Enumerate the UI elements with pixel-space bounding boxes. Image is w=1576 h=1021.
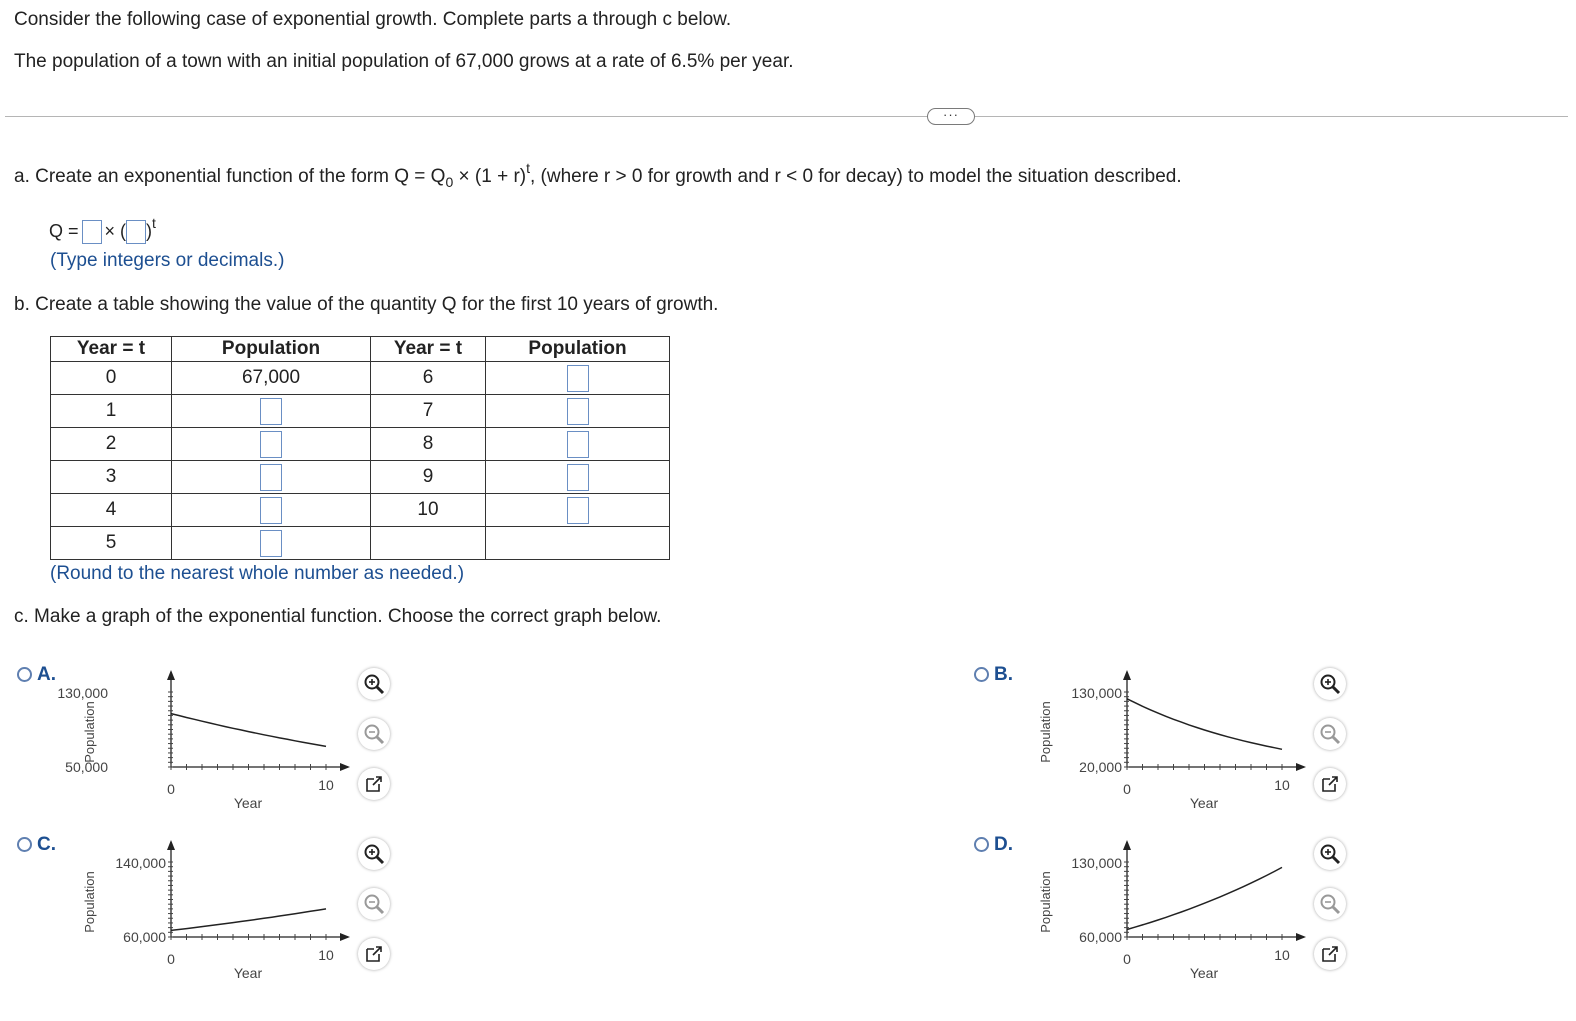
zoom-out-icon [1319, 723, 1341, 745]
radio-option-d[interactable] [974, 837, 989, 852]
graph-a-curve [171, 714, 326, 747]
part-b-hint: (Round to the nearest whole number as needed.) [50, 563, 465, 584]
equation-row: Q = × ( )$^t$ [49, 220, 156, 244]
graph-c-axes [167, 840, 350, 941]
header-year-2: Year = t [371, 337, 486, 362]
zoom-in-icon [363, 843, 385, 865]
zoom-in-button-c[interactable] [358, 838, 390, 870]
graph-d-ylabel: Population [1038, 871, 1053, 933]
option-d-label[interactable]: D. [994, 834, 1013, 855]
graph-c-ylabel: Population [82, 871, 97, 933]
year-cell: 3 [51, 461, 172, 494]
table-row [51, 461, 670, 494]
part-a-prompt: a. Create an exponential function of the form $Q = Q_0 \times (1 + r)^t$, (where r > 0 for growth and r < 0 for decay) to model the situation described. [14, 160, 1182, 190]
option-c-label[interactable]: C. [37, 834, 56, 855]
y-axis-arrow [167, 670, 175, 680]
graph-a-axes [167, 670, 350, 771]
graph-b-xmin-label: 0 [1123, 781, 1131, 797]
graph-d [1016, 830, 1316, 990]
open-graph-button-c[interactable] [358, 938, 390, 970]
part-c-prompt: c. Make a graph of the exponential function. Choose the correct graph below. [14, 606, 662, 627]
year-cell: 1 [51, 395, 172, 428]
external-link-icon [363, 773, 385, 795]
graph-b-curve [1127, 699, 1282, 750]
external-link-icon [363, 943, 385, 965]
population-cell [486, 527, 670, 560]
population-input-8[interactable] [567, 431, 589, 458]
graph-d-axes [1123, 840, 1306, 941]
year-cell: 6 [371, 362, 486, 395]
population-input-5[interactable] [260, 530, 282, 557]
population-input-10[interactable] [567, 497, 589, 524]
graph-b [1016, 660, 1316, 820]
graph-c-ytop-label: 140,000 [115, 855, 166, 871]
graph-a [57, 660, 360, 820]
graph-a-xmin-label: 0 [167, 781, 175, 797]
option-b-label[interactable]: B. [994, 664, 1013, 685]
zoom-in-button-d[interactable] [1314, 838, 1346, 870]
graph-d-ybottom-label: 60,000 [1079, 929, 1122, 945]
external-link-icon [1319, 943, 1341, 965]
year-cell: 9 [371, 461, 486, 494]
population-input-9[interactable] [567, 464, 589, 491]
problem-text: The population of a town with an initial population of 67,000 grows at a rate of 6.5% per year. [14, 51, 794, 72]
year-cell: 2 [51, 428, 172, 461]
radio-option-b[interactable] [974, 667, 989, 682]
graph-a-xlabel: Year [233, 795, 263, 811]
y-axis-arrow [1123, 840, 1131, 850]
section-divider [5, 116, 1568, 117]
zoom-out-button-a[interactable] [358, 718, 390, 750]
open-graph-button-b[interactable] [1314, 768, 1346, 800]
graph-a-ytop-label: 130,000 [57, 685, 108, 701]
radio-option-a[interactable] [17, 667, 32, 682]
population-cell: 67,000 [172, 362, 371, 395]
q0-input[interactable] [82, 220, 102, 244]
radio-option-c[interactable] [17, 837, 32, 852]
population-cell [486, 494, 670, 527]
population-cell [172, 494, 371, 527]
graph-c-xmax-label: 10 [318, 947, 334, 963]
population-cell [486, 428, 670, 461]
population-input-4[interactable] [260, 497, 282, 524]
graph-b-xmax-label: 10 [1274, 777, 1290, 793]
x-axis-arrow [340, 763, 350, 771]
population-input-7[interactable] [567, 398, 589, 425]
part-b-prompt: b. Create a table showing the value of the quantity Q for the first 10 years of growth. [14, 294, 719, 315]
y-axis-arrow [1123, 670, 1131, 680]
graph-d-xmax-label: 10 [1274, 947, 1290, 963]
zoom-in-icon [1319, 673, 1341, 695]
year-cell: 4 [51, 494, 172, 527]
header-population-1: Population [172, 337, 371, 362]
population-input-2[interactable] [260, 431, 282, 458]
growth-factor-input[interactable] [126, 220, 146, 244]
graph-d-xmin-label: 0 [1123, 951, 1131, 967]
zoom-out-icon [363, 723, 385, 745]
intro-text: Consider the following case of exponential growth. Complete parts a through c below. [14, 9, 732, 30]
zoom-in-button-a[interactable] [358, 668, 390, 700]
table-header-row [51, 337, 670, 362]
graph-b-ytop-label: 130,000 [1071, 685, 1122, 701]
graph-c-ybottom-label: 60,000 [123, 929, 166, 945]
table-row [51, 428, 670, 461]
population-cell [172, 527, 371, 560]
table-row [51, 494, 670, 527]
zoom-in-icon [1319, 843, 1341, 865]
population-input-1[interactable] [260, 398, 282, 425]
graph-b-axes [1123, 670, 1306, 771]
population-cell [172, 395, 371, 428]
graph-d-curve [1127, 867, 1282, 929]
graph-d-ytop-label: 130,000 [1071, 855, 1122, 871]
year-cell: 8 [371, 428, 486, 461]
population-cell [486, 362, 670, 395]
year-cell: 5 [51, 527, 172, 560]
table-row [51, 362, 670, 395]
year-cell: 10 [371, 494, 486, 527]
graph-c-xmin-label: 0 [167, 951, 175, 967]
y-axis-arrow [167, 840, 175, 850]
zoom-out-icon [363, 893, 385, 915]
zoom-out-button-d[interactable] [1314, 888, 1346, 920]
graph-b-xlabel: Year [1189, 795, 1219, 811]
graph-b-ylabel: Population [1038, 701, 1053, 763]
x-axis-arrow [1296, 763, 1306, 771]
option-a-label[interactable]: A. [37, 664, 56, 685]
open-graph-button-d[interactable] [1314, 938, 1346, 970]
zoom-in-icon [363, 673, 385, 695]
graph-c-curve [171, 909, 326, 931]
open-graph-button-a[interactable] [358, 768, 390, 800]
graph-a-ylabel: Population [82, 701, 97, 763]
population-cell [486, 461, 670, 494]
graph-b-ybottom-label: 20,000 [1079, 759, 1122, 775]
graph-c [60, 830, 360, 990]
graph-c-xlabel: Year [233, 965, 263, 981]
population-input-6[interactable] [567, 365, 589, 392]
zoom-in-button-b[interactable] [1314, 668, 1346, 700]
population-cell [172, 461, 371, 494]
population-table [50, 336, 670, 560]
header-year-1: Year = t [51, 337, 172, 362]
population-cell [172, 428, 371, 461]
zoom-out-icon [1319, 893, 1341, 915]
table-row [51, 395, 670, 428]
population-input-3[interactable] [260, 464, 282, 491]
external-link-icon [1319, 773, 1341, 795]
zoom-out-button-c[interactable] [358, 888, 390, 920]
part-a-hint: (Type integers or decimals.) [50, 250, 285, 271]
graph-a-xmax-label: 10 [318, 777, 334, 793]
year-cell: 0 [51, 362, 172, 395]
more-button[interactable]: ··· [927, 108, 975, 125]
zoom-out-button-b[interactable] [1314, 718, 1346, 750]
header-population-2: Population [486, 337, 670, 362]
year-cell: 7 [371, 395, 486, 428]
graph-a-ybottom-label: 50,000 [65, 759, 108, 775]
table-row [51, 527, 670, 560]
x-axis-arrow [1296, 933, 1306, 941]
year-cell [371, 527, 486, 560]
graph-d-xlabel: Year [1189, 965, 1219, 981]
x-axis-arrow [340, 933, 350, 941]
population-cell [486, 395, 670, 428]
